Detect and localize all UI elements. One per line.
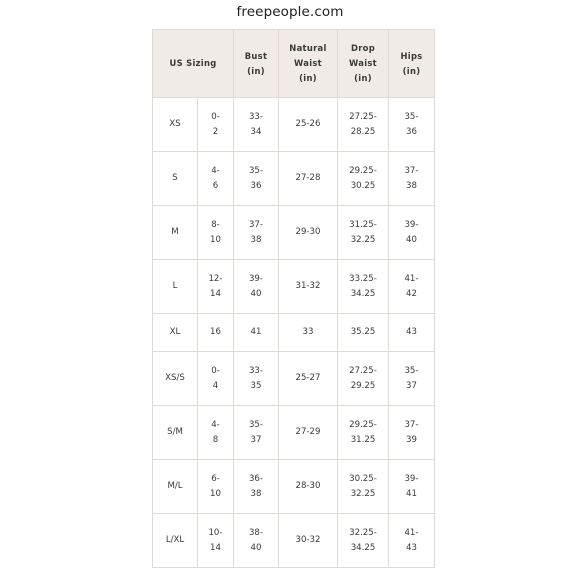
- cell-bust: [234, 352, 279, 406]
- cell-hips: [389, 352, 435, 406]
- cell-drop-waist-line: 29.25-: [349, 419, 377, 430]
- cell-size-label: L/XL: [153, 514, 198, 568]
- cell-hips-line: 39-: [404, 473, 419, 484]
- cell-bust: [234, 260, 279, 314]
- cell-bust-line: 35: [250, 380, 262, 391]
- cell-drop-waist-line: 33.25-: [349, 273, 377, 284]
- cell-drop-waist: [338, 460, 389, 514]
- cell-bust-line: 38: [250, 488, 262, 499]
- cell-hips: [389, 314, 435, 352]
- cell-drop-waist-line: 28.25: [350, 126, 376, 137]
- cell-hips: [389, 460, 435, 514]
- cell-size-label: XS/S: [153, 352, 198, 406]
- cell-hips-line: 37-: [404, 165, 419, 176]
- cell-bust: [234, 460, 279, 514]
- cell-bust: [234, 152, 279, 206]
- cell-numeric-size-line: 8: [212, 434, 219, 445]
- header-us-sizing: US Sizing: [153, 30, 234, 98]
- cell-hips-line: 35-: [404, 111, 419, 122]
- cell-bust: [234, 206, 279, 260]
- cell-drop-waist-line: 34.25: [350, 542, 376, 553]
- cell-bust-line: 37-: [248, 219, 264, 230]
- cell-drop-waist: [338, 152, 389, 206]
- cell-hips-line: 35-: [404, 365, 419, 376]
- cell-bust-line: 34: [250, 126, 262, 137]
- cell-bust-line: 35-: [248, 419, 264, 430]
- cell-natural-waist: 27-28: [279, 152, 338, 206]
- cell-hips-line: 39: [406, 434, 417, 445]
- cell-drop-waist-line: 32.25: [350, 234, 376, 245]
- cell-numeric-size-line: 10: [210, 488, 221, 499]
- cell-drop-waist: [338, 314, 389, 352]
- cell-drop-waist-line: 34.25: [350, 288, 376, 299]
- cell-size-label: M: [153, 206, 198, 260]
- cell-numeric-size: [198, 514, 234, 568]
- header-drop-waist-line-3: (in): [354, 73, 372, 83]
- cell-numeric-size-line: 4-: [211, 419, 220, 430]
- cell-numeric-size: [198, 260, 234, 314]
- cell-hips-line: 42: [406, 288, 417, 299]
- cell-drop-waist: [338, 206, 389, 260]
- cell-size-label: S/M: [153, 406, 198, 460]
- cell-size-label: M/L: [153, 460, 198, 514]
- cell-hips-line: 41: [406, 488, 417, 499]
- cell-natural-waist: 29-30: [279, 206, 338, 260]
- cell-natural-waist: 27-29: [279, 406, 338, 460]
- cell-numeric-size: [198, 206, 234, 260]
- cell-drop-waist-line: 30.25: [350, 180, 376, 191]
- cell-drop-waist-line: 29.25-: [349, 165, 377, 176]
- cell-bust-line: 38: [250, 234, 262, 245]
- cell-drop-waist-line: 32.25: [350, 488, 376, 499]
- table-row: [153, 314, 435, 352]
- cell-drop-waist: [338, 352, 389, 406]
- cell-bust-line: 33-: [248, 111, 264, 122]
- cell-numeric-size: [198, 352, 234, 406]
- cell-bust: [234, 514, 279, 568]
- cell-drop-waist-line: 32.25-: [349, 527, 377, 538]
- cell-numeric-size-line: 16: [210, 327, 221, 337]
- header-hips-line-2: (in): [402, 65, 421, 76]
- cell-hips: [389, 206, 435, 260]
- cell-numeric-size: [198, 460, 234, 514]
- cell-natural-waist: 25-26: [279, 98, 338, 152]
- cell-numeric-size: [198, 314, 234, 352]
- table-row: [153, 352, 435, 406]
- site-title: freepeople.com: [236, 4, 344, 20]
- cell-bust: [234, 314, 279, 352]
- cell-bust-line: 37: [250, 434, 262, 445]
- header-bust-line-2: (in): [247, 65, 265, 76]
- cell-bust-line: 39-: [248, 273, 264, 284]
- cell-drop-waist: [338, 260, 389, 314]
- size-chart-table: [152, 29, 435, 568]
- table-row: [153, 460, 435, 514]
- cell-natural-waist: 33: [279, 314, 338, 352]
- cell-numeric-size-line: 12-: [208, 273, 223, 284]
- cell-hips-line: 39-: [404, 219, 419, 230]
- table-row: [153, 406, 435, 460]
- cell-numeric-size-line: 0-: [211, 111, 220, 122]
- cell-drop-waist-line: 35.25: [350, 327, 376, 337]
- cell-hips: [389, 152, 435, 206]
- cell-hips-line: 43: [406, 542, 417, 553]
- cell-hips-line: 37: [406, 380, 417, 391]
- cell-numeric-size-line: 10-: [208, 527, 223, 538]
- cell-bust-line: 35-: [248, 165, 264, 176]
- cell-numeric-size-line: 8-: [211, 219, 220, 230]
- cell-natural-waist: 31-32: [279, 260, 338, 314]
- cell-size-label: XS: [153, 98, 198, 152]
- cell-natural-waist: 28-30: [279, 460, 338, 514]
- table-row: [153, 98, 435, 152]
- cell-numeric-size-line: 14: [210, 288, 221, 299]
- cell-bust: [234, 98, 279, 152]
- cell-drop-waist-line: 30.25-: [349, 473, 377, 484]
- cell-hips-line: 36: [406, 126, 417, 137]
- cell-hips-line: 41-: [404, 527, 419, 538]
- table-body: [153, 98, 435, 568]
- table-row: [153, 152, 435, 206]
- table-row: [153, 260, 435, 314]
- header-bust: [234, 30, 279, 98]
- cell-hips-line: 41-: [404, 273, 419, 284]
- cell-numeric-size: [198, 98, 234, 152]
- cell-drop-waist: [338, 98, 389, 152]
- header-row: [153, 30, 435, 98]
- header-natural-waist: [279, 30, 338, 98]
- header-natural-waist-line-2: Waist: [294, 58, 322, 68]
- cell-drop-waist-line: 27.25-: [349, 365, 377, 376]
- cell-hips-line: 38: [406, 180, 417, 191]
- cell-hips: [389, 260, 435, 314]
- table-row: [153, 206, 435, 260]
- cell-numeric-size-line: 2: [212, 126, 219, 137]
- header-drop-waist-line-2: Waist: [349, 58, 377, 68]
- header-hips: [389, 30, 435, 98]
- cell-numeric-size: [198, 152, 234, 206]
- cell-numeric-size-line: 10: [210, 234, 221, 245]
- header-bust-line-1: Bust: [244, 50, 268, 61]
- cell-drop-waist: [338, 514, 389, 568]
- cell-hips-line: 37-: [404, 419, 419, 430]
- cell-natural-waist: 25-27: [279, 352, 338, 406]
- table-row: [153, 514, 435, 568]
- cell-hips: [389, 514, 435, 568]
- cell-bust-line: 41: [250, 327, 262, 337]
- cell-bust-line: 33-: [248, 365, 264, 376]
- header-natural-waist-line-1: Natural: [289, 43, 327, 53]
- cell-drop-waist-line: 29.25: [350, 380, 376, 391]
- cell-bust-line: 36-: [248, 473, 264, 484]
- cell-numeric-size: [198, 406, 234, 460]
- cell-hips-line: 40: [406, 234, 417, 245]
- cell-hips: [389, 98, 435, 152]
- cell-size-label: S: [153, 152, 198, 206]
- cell-numeric-size-line: 6: [212, 180, 219, 191]
- cell-drop-waist: [338, 406, 389, 460]
- cell-bust-line: 40: [250, 542, 262, 553]
- header-natural-waist-line-3: (in): [299, 73, 317, 83]
- cell-drop-waist-line: 31.25: [350, 434, 376, 445]
- cell-numeric-size-line: 6-: [211, 473, 220, 484]
- cell-bust-line: 36: [250, 180, 262, 191]
- cell-numeric-size-line: 4-: [211, 165, 220, 176]
- cell-natural-waist: 30-32: [279, 514, 338, 568]
- table-header: [153, 30, 435, 98]
- cell-bust-line: 40: [250, 288, 262, 299]
- cell-size-label: L: [153, 260, 198, 314]
- header-drop-waist-line-1: Drop: [350, 43, 376, 53]
- header-hips-line-1: Hips: [400, 50, 423, 61]
- cell-hips-line: 43: [406, 327, 417, 337]
- cell-hips: [389, 406, 435, 460]
- cell-drop-waist-line: 31.25-: [349, 219, 377, 230]
- cell-bust-line: 38-: [248, 527, 264, 538]
- header-drop-waist: [338, 30, 389, 98]
- cell-numeric-size-line: 0-: [211, 365, 220, 376]
- cell-size-label: XL: [153, 314, 198, 352]
- cell-drop-waist-line: 27.25-: [349, 111, 377, 122]
- cell-bust: [234, 406, 279, 460]
- cell-numeric-size-line: 4: [212, 380, 219, 391]
- cell-numeric-size-line: 14: [210, 542, 221, 553]
